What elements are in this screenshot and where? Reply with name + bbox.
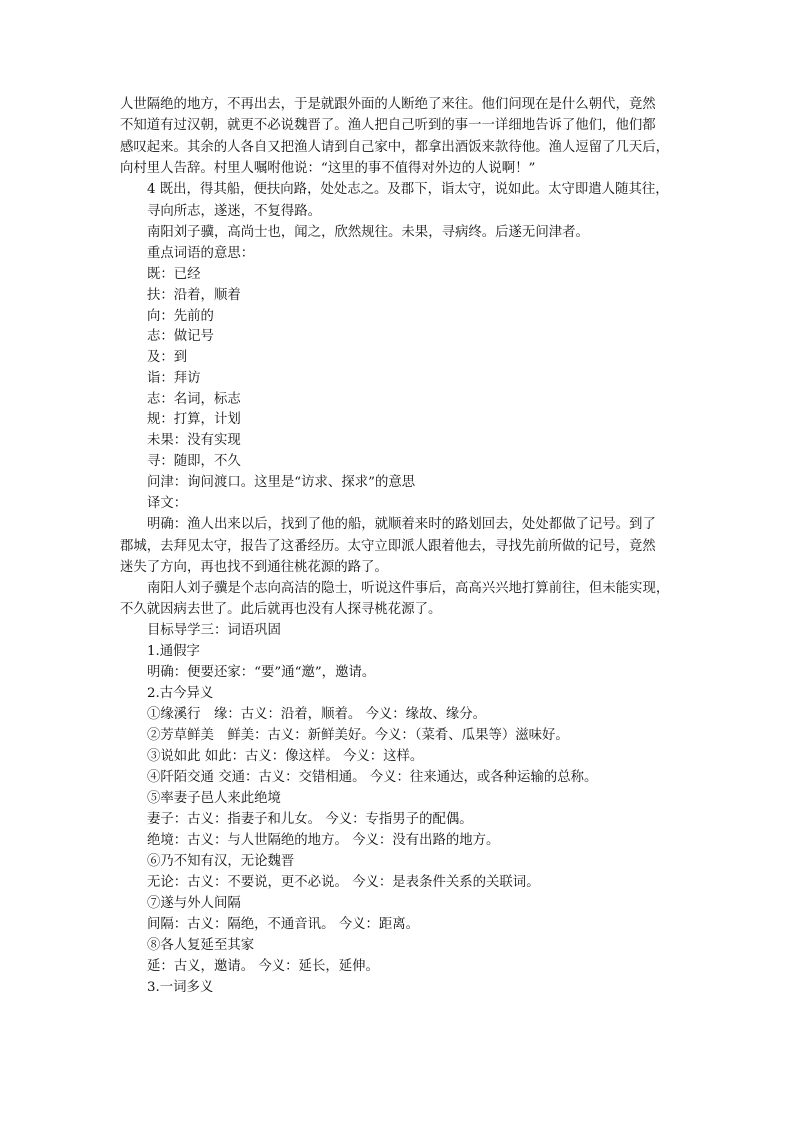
- text-line: 妻子：古义：指妻子和儿女。 今义：专指男子的配偶。: [147, 812, 473, 827]
- text-line: 不久就因病去世了。此后就再也没有人探寻桃花源了。: [120, 602, 442, 617]
- text-line: 明确：渔人出来以后，找到了他的船，就顺着来时的路划回去，处处都做了记号。到了: [147, 517, 656, 532]
- vocab-item: 规：打算，计划: [147, 412, 241, 427]
- text-line: ⑥乃不知有汉，无论魏晋: [147, 854, 295, 869]
- vocab-item: 向：先前的: [147, 309, 214, 324]
- text-line: 不知道有过汉朝，就更不必说魏晋了。渔人把自己听到的事一一详细地告诉了他们，他们都: [120, 118, 656, 133]
- text-line: 感叹起来。其余的人各自又把渔人请到自己家中，都拿出酒饭来款待他。渔人逗留了几天后，: [120, 140, 670, 155]
- text-line: ②芳草鲜美 鲜美：古义：新鲜美好。今义：（菜肴、瓜果等）滋味好。: [147, 728, 569, 743]
- vocab-item: 既：已经: [147, 267, 201, 282]
- text-line: 寻向所志，遂迷，不复得路。: [147, 204, 322, 219]
- text-line: 迷失了方向，再也找不到通往桃花源的路了。: [120, 560, 388, 575]
- text-line: 郡城，去拜见太守，报告了这番经历。太守立即派人跟着他去，寻找先前所做的记号，竟然: [120, 539, 656, 554]
- vocab-item: 未果：没有实现: [147, 433, 241, 448]
- vocab-item: 诣：拜访: [147, 371, 201, 386]
- section-heading: 重点词语的意思：: [147, 246, 255, 261]
- text-line: 无论：古义：不要说，更不必说。 今义：是表条件关系的关联词。: [147, 875, 540, 890]
- text-line: ①缘溪行 缘：古义：沿着，顺着。 今义：缘故、缘分。: [147, 707, 487, 722]
- text-line: 向村里人告辞。村里人嘱咐他说：“这里的事不值得对外边的人说啊！”: [120, 161, 536, 176]
- text-line: ③说如此 如此：古义：像这样。 今义：这样。: [147, 749, 424, 764]
- text-line: ⑦遂与外人间隔: [147, 896, 241, 911]
- text-line: 绝境：古义：与人世隔绝的地方。 今义：没有出路的地方。: [147, 833, 500, 848]
- text-line: 明确：便要还家：“要”通“邀”，邀请。: [147, 665, 376, 680]
- vocab-item: 志：做记号: [147, 329, 214, 344]
- text-line: ⑧各人复延至其家: [147, 938, 255, 953]
- vocab-item: 扶：沿着，顺着: [147, 288, 241, 303]
- subsection-heading: 2.古今异义: [147, 686, 214, 701]
- vocab-item: 寻：随即，不久: [147, 454, 241, 469]
- text-line: 间隔：古义：隔绝，不通音讯。 今义：距离。: [147, 917, 420, 932]
- subsection-heading: 1.通假字: [147, 644, 200, 659]
- vocab-item: 问津：询问渡口。这里是“访求、探求”的意思: [147, 475, 416, 490]
- subsection-heading: 3.一词多义: [147, 980, 214, 995]
- text-line: ④阡陌交通 交通：古义：交错相通。 今义：往来通达，或各种运输的总称。: [147, 770, 598, 785]
- section-heading: 译文：: [147, 496, 188, 511]
- text-line: 人世隔绝的地方，不再出去，于是就跟外面的人断绝了来往。他们问现在是什么朝代，竟然: [120, 97, 656, 112]
- text-line: 延：古义，邀请。 今义：延长，延伸。: [147, 959, 379, 974]
- section-heading: 目标导学三：词语巩固: [147, 623, 281, 638]
- text-line: 南阳刘子骥，高尚士也，闻之，欣然规往。未果，寻病终。后遂无问津者。: [147, 225, 589, 240]
- vocab-item: 及：到: [147, 350, 188, 365]
- vocab-item: 志：名词，标志: [147, 392, 241, 407]
- text-line: 南阳人刘子骥是个志向高洁的隐士，听说这件事后，高高兴兴地打算前往，但未能实现，: [147, 581, 670, 596]
- text-line: 4 既出，得其船，便扶向路，处处志之。及郡下，诣太守，说如此。太守即遣人随其往，: [147, 182, 669, 197]
- text-line: ⑤率妻子邑人来此绝境: [147, 791, 281, 806]
